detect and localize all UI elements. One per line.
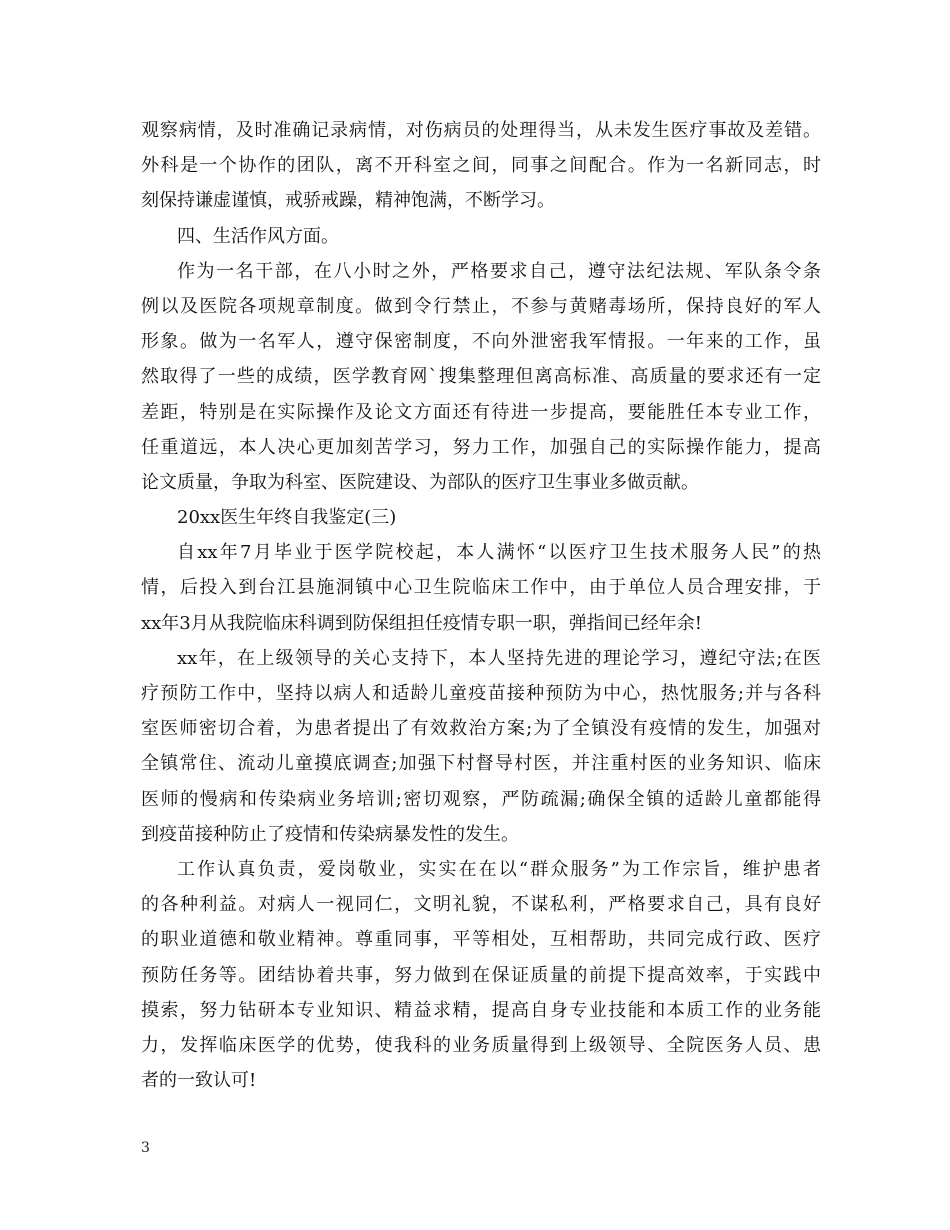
text-line: xx年，在上级领导的关心支持下，本人坚持先进的理论学习，遵纪守法;在医 [177, 647, 821, 669]
text-line: 预防任务等。团结协着共事，努力做到在保证质量的前提下提高效率，于实践中 [141, 964, 821, 986]
text-line: 差距，特别是在实际操作及论文方面还有待进一步提高，要能胜任本专业工作， [141, 401, 821, 423]
text-line: 到疫苗接种防止了疫情和传染病暴发性的发生。 [141, 823, 519, 845]
text-line: 例以及医院各项规章制度。做到令行禁止，不参与黄赌毒场所，保持良好的军人 [141, 295, 821, 317]
text-line: 自xx年7月毕业于医学院校起，本人满怀“以医疗卫生技术服务人民”的热 [177, 542, 821, 564]
text-line: 医师的慢病和传染病业务培训;密切观察，严防疏漏;确保全镇的适龄儿童都能得 [141, 788, 821, 810]
text-line: 任重道远，本人决心更加刻苦学习，努力工作，加强自己的实际操作能力，提高 [141, 436, 821, 458]
text-line: 形象。做为一名军人，遵守保密制度，不向外泄密我军情报。一年来的工作，虽 [141, 331, 821, 353]
text-line: 论文质量，争取为科室、医院建设、为部队的医疗卫生事业多做贡献。 [141, 471, 699, 493]
text-line: 力，发挥临床医学的优势，使我科的业务质量得到上级领导、全院医务人员、患 [141, 1034, 821, 1056]
text-line: 的职业道德和敬业精神。尊重同事，平等相处，互相帮助，共同完成行政、医疗 [141, 929, 821, 951]
text-line: 情，后投入到台江县施洞镇中心卫生院临床工作中，由于单位人员合理安排，于 [141, 577, 821, 599]
text-line: 疗预防工作中，坚持以病人和适龄儿童疫苗接种预防为中心，热忱服务;并与各科 [141, 683, 821, 704]
text-line: 然取得了一些的成绩，医学教育网`搜集整理但离高标准、高质量的要求还有一定 [141, 366, 821, 388]
text-line: 四、生活作风方面。 [177, 225, 339, 247]
text-line: 全镇常住、流动儿童摸底调查;加强下村督导村医，并注重村医的业务知识、临床 [141, 753, 821, 775]
text-line: 刻保持谦虚谨慎，戒骄戒躁，精神饱满，不断学习。 [141, 190, 555, 212]
text-line: 室医师密切合着，为患者提出了有效救治方案;为了全镇没有疫情的发生，加强对 [141, 718, 821, 740]
text-line: 者的一致认可! [141, 1070, 257, 1092]
page-number: 3 [141, 1140, 150, 1156]
document-body [141, 113, 821, 1098]
text-line: 外科是一个协作的团队，离不开科室之间，同事之间配合。作为一名新同志，时 [141, 155, 821, 177]
text-line: 作为一名干部，在八小时之外，严格要求自己，遵守法纪法规、军队条令条 [177, 260, 821, 282]
text-line: 摸索，努力钻研本专业知识、精益求精，提高自身专业技能和本质工作的业务能 [141, 999, 821, 1021]
text-line: 工作认真负责，爱岗敬业，实实在在以“群众服务”为工作宗旨，维护患者 [177, 858, 821, 880]
text-line: xx年3月从我院临床科调到防保组担任疫情专职一职，弹指间已经年余! [141, 612, 702, 634]
text-line: 观察病情，及时准确记录病情，对伤病员的处理得当，从未发生医疗事故及差错。 [141, 120, 821, 141]
text-line: 20xx医生年终自我鉴定(三) [177, 507, 397, 529]
text-line: 的各种利益。对病人一视同仁，文明礼貌，不谋私利，严格要求自己，具有良好 [141, 894, 821, 916]
